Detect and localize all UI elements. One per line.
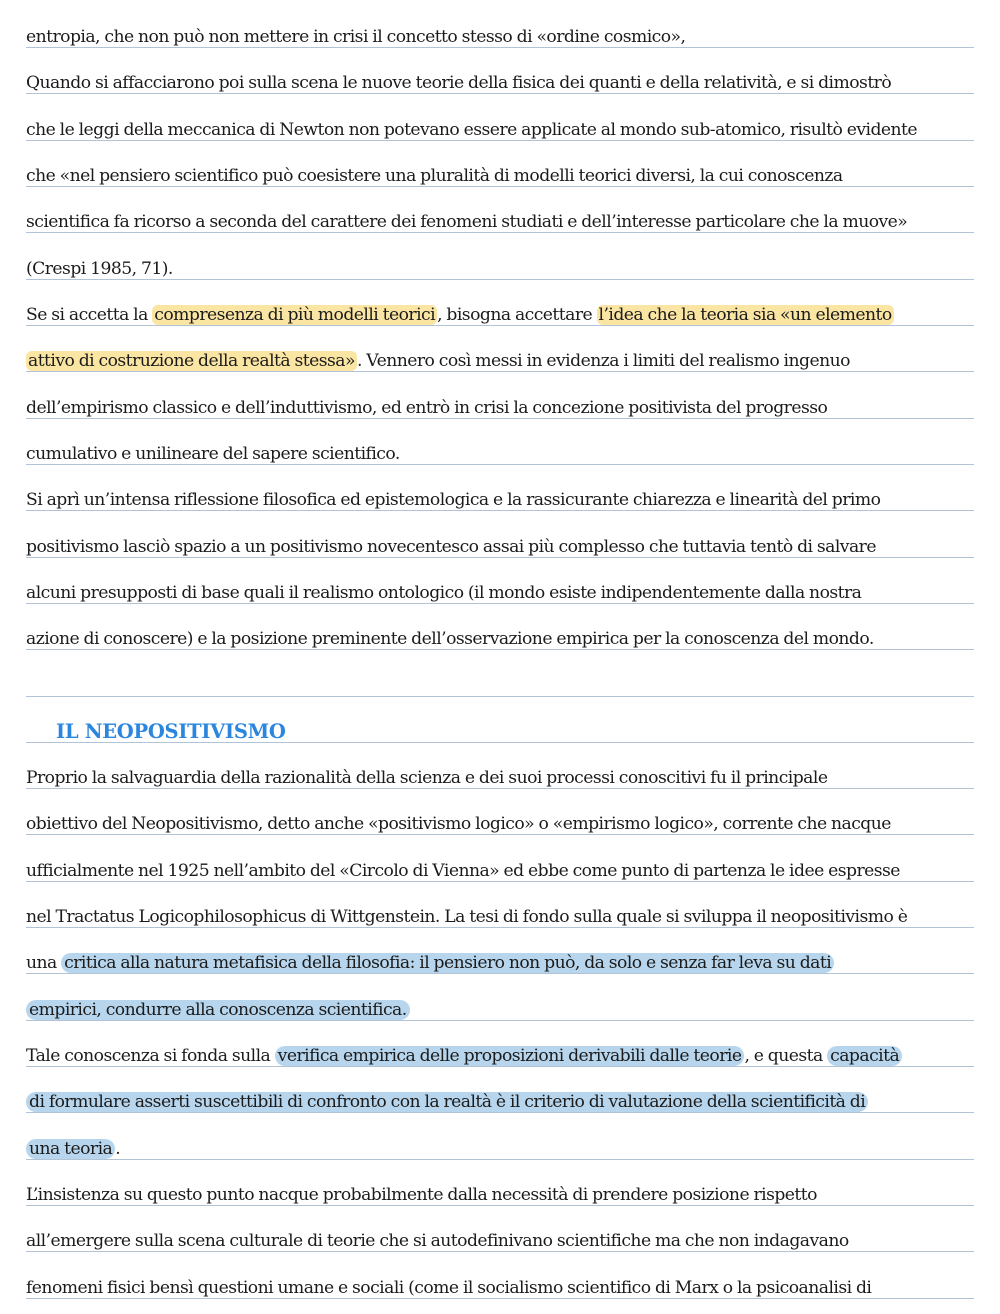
text-run: all’emergere sulla scena culturale di teorie che si autodefinivano scientifiche ma che non indagavano (26, 1231, 849, 1252)
text-line (26, 69, 986, 97)
text-line (26, 903, 986, 931)
text-run: Se si accetta la (26, 304, 153, 325)
ruled-line (26, 696, 974, 697)
highlight-blue: empirici, condurre alla conoscenza scientifica. (26, 1000, 410, 1020)
text-run: scientifica fa ricorso a seconda del carattere dei fenomeni studiati e dell’interesse particolare che la muove» (26, 212, 908, 233)
highlight-yellow: attivo di costruzione della realtà stessa» (28, 351, 355, 372)
text-run: entropia, che non può non mettere in crisi il concetto stesso di «ordine cosmico», (26, 27, 686, 47)
text-line (26, 301, 986, 329)
text-run: una (26, 953, 62, 974)
text-line (26, 857, 986, 885)
highlight-blue: una teoria (26, 1139, 115, 1159)
highlight-yellow: l’idea che la teoria sia «un elemento (598, 304, 892, 325)
text-run: , e questa (744, 1046, 828, 1066)
text-run: azione di conoscere) e la posizione preminente dell’osservazione empirica per la conoscenza del mondo. (26, 629, 874, 650)
text-run: , bisogna accettare (437, 304, 597, 325)
text-line (26, 579, 986, 607)
text-run: ufficialmente nel 1925 nell’ambito del «Circolo di Vienna» ed ebbe come punto di partenza le idee espresse (26, 860, 900, 881)
text-line (26, 255, 986, 283)
text-run: che «nel pensiero scientifico può coesistere una pluralità di modelli teorici diversi, la cui conoscenza (26, 166, 843, 186)
text-run: Quando si affacciarono poi sulla scena le nuove teorie della fisica dei quanti e della relatività, e si dimostrò (26, 73, 892, 94)
text-run: obiettivo del Neopositivismo, detto anche «positivismo logico» o «empirismo logico», corrente che nacque (26, 814, 891, 835)
text-run: Proprio la salvaguardia della razionalità della scienza e dei suoi processi conoscitivi fu il principale (26, 768, 828, 789)
text-run: positivismo lasciò spazio a un positivismo novecentesco assai più complesso che tuttavia tentò di salvare (26, 536, 876, 557)
text-line (26, 440, 986, 468)
text-line (26, 486, 986, 514)
text-line (26, 810, 986, 838)
text-run: Tale conoscenza si fonda sulla (26, 1046, 275, 1066)
text-run: Si aprì un’intensa riflessione filosofica ed epistemologica e la rassicurante chiarezza e linearità del primo (26, 490, 881, 511)
section-heading: IL NEOPOSITIVISMO (56, 720, 286, 743)
highlight-blue: verifica empirica delle proposizioni derivabili dalle teorie (275, 1046, 745, 1066)
text-line (26, 949, 986, 977)
text-line (26, 116, 986, 144)
text-run: (Crespi 1985, 71). (26, 258, 173, 279)
text-run: nel Tractatus Logicophilosophicus di Wittgenstein. La tesi di fondo sulla quale si sviluppa il neopositivismo è (26, 907, 908, 928)
text-line (26, 1088, 986, 1116)
text-run: L’insistenza su questo punto nacque probabilmente dalla necessità di prendere posizione rispetto (26, 1185, 817, 1205)
text-line (26, 162, 986, 190)
text-line (26, 23, 986, 51)
text-line (26, 1042, 986, 1070)
text-run: che le leggi della meccanica di Newton non potevano essere applicate al mondo sub-atomico, risultò evidente (26, 119, 918, 140)
text-line (26, 764, 986, 792)
highlight-blue: capacità (827, 1046, 902, 1066)
text-run: cumulativo e unilineare del sapere scientifico. (26, 443, 400, 464)
text-line (26, 347, 986, 375)
highlight-blue: di formulare asserti suscettibili di confronto con la realtà è il criterio di valutazione della scientificità di (26, 1092, 868, 1112)
text-run: . (115, 1138, 121, 1159)
text-run: dell’empirismo classico e dell’induttivismo, ed entrò in crisi la concezione positivista del progresso (26, 397, 828, 418)
highlight-blue: critica alla natura metafisica della filosofia: il pensiero non può, da solo e senza far leva su dati (61, 953, 834, 973)
text-line (26, 1135, 986, 1163)
text-line (26, 1274, 986, 1302)
text-line (26, 394, 986, 422)
text-line (26, 1227, 986, 1255)
text-run: . Vennero così messi in evidenza i limiti del realismo ingenuo (356, 351, 850, 372)
text-line (26, 533, 986, 561)
text-run: alcuni presupposti di base quali il realismo ontologico (il mondo esiste indipendentemente dalla nostra (26, 582, 862, 603)
text-line (26, 1181, 986, 1209)
text-line (26, 996, 986, 1024)
highlight-yellow: compresenza di più modelli teorici (154, 304, 436, 325)
text-line (26, 625, 986, 653)
text-line (26, 208, 986, 236)
text-run: fenomeni fisici bensì questioni umane e sociali (come il socialismo scientifico di Marx o la psicoanalisi di (26, 1277, 872, 1298)
